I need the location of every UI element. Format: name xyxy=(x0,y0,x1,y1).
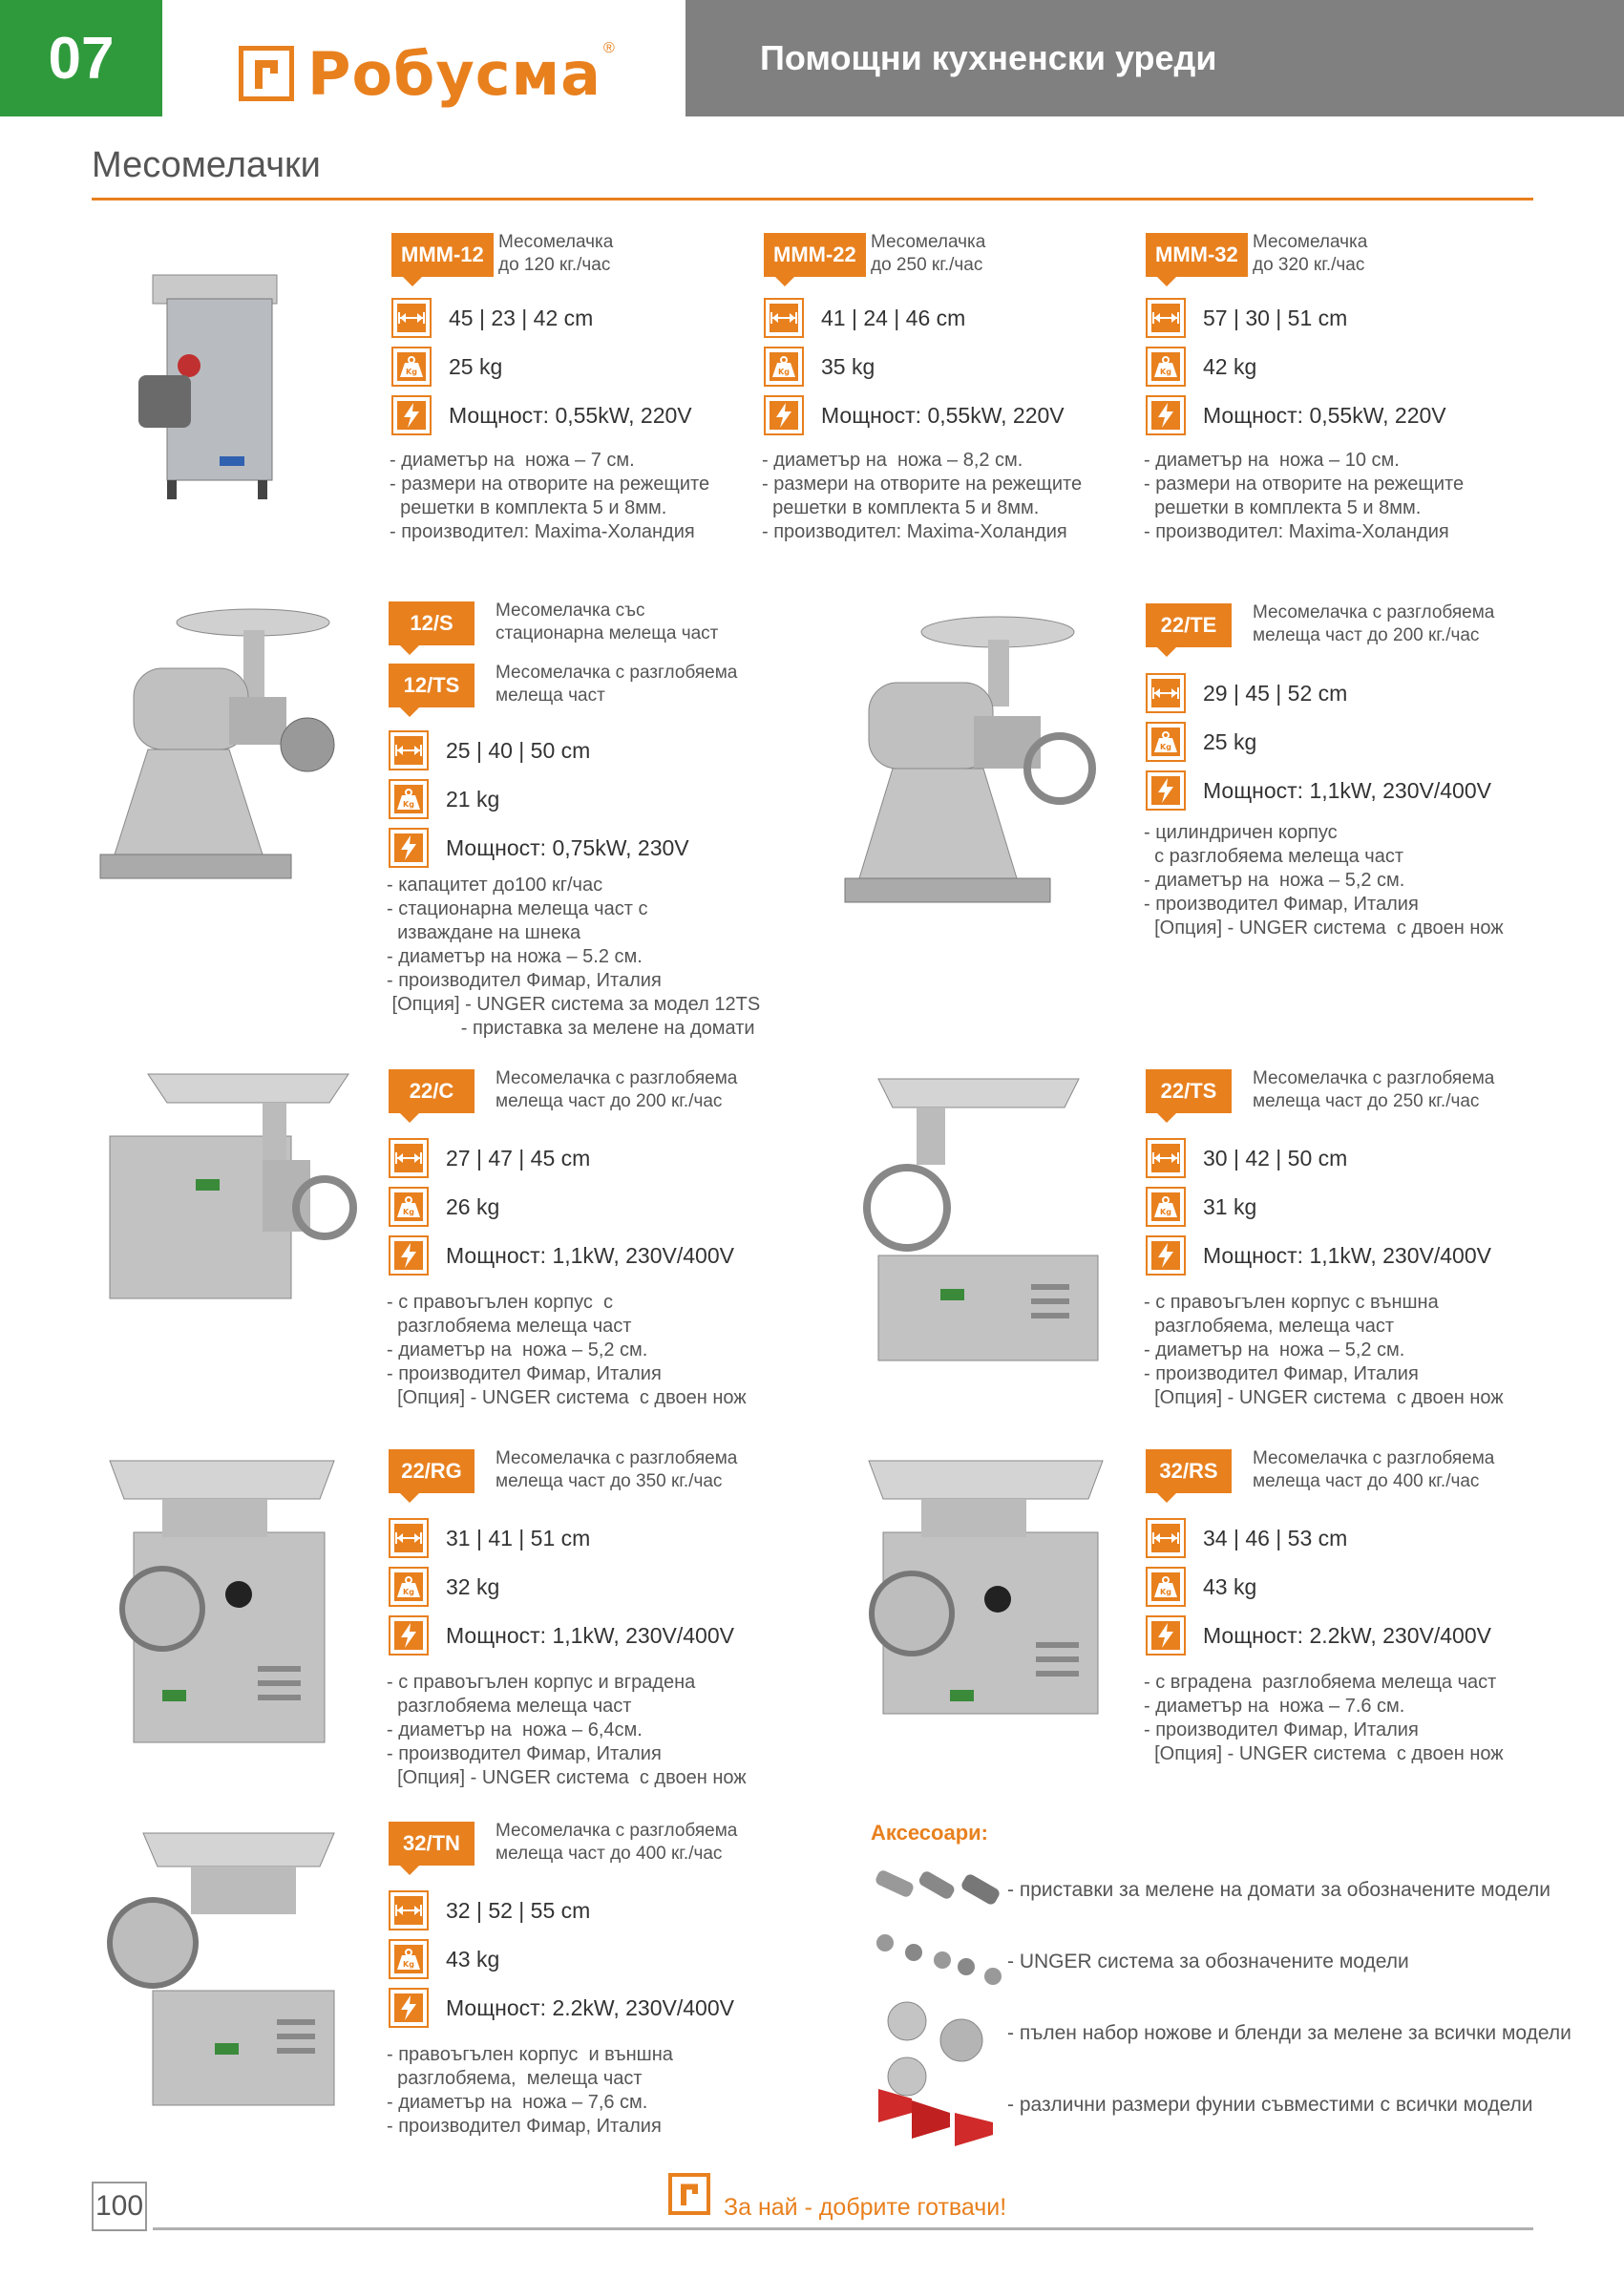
dimensions-icon xyxy=(389,1890,429,1930)
note-line: - диаметър на ножа – 7.6 см. xyxy=(1144,1696,1405,1717)
description-line: Месомелачка xyxy=(871,232,986,252)
dimensions-icon xyxy=(389,730,429,770)
accessory-image-tomato xyxy=(871,1857,1004,1924)
spec-value-dims: 30 | 42 | 50 cm xyxy=(1203,1145,1348,1171)
note-line: решетки в комплекта 5 и 8мм. xyxy=(390,497,667,518)
note-line: - производител Фимар, Италия xyxy=(1144,1363,1419,1384)
note-line: [Опция] - UNGER система с двоен нож xyxy=(1144,1743,1504,1764)
description-line: мелеща част до 250 кг./час xyxy=(1253,1091,1480,1111)
spec-value-weight: 32 kg xyxy=(446,1573,500,1599)
product-description xyxy=(498,231,613,277)
weight-kg-icon xyxy=(764,347,804,387)
note-line: - производител Фимар, Италия xyxy=(387,970,662,991)
spec-value-dims: 29 | 45 | 52 cm xyxy=(1203,680,1348,706)
footer-divider xyxy=(153,2227,1533,2230)
spec-value-power: Мощност: 1,1kW, 230V/400V xyxy=(446,1622,734,1648)
note-line: - правоъгълен корпус и външна xyxy=(387,2044,673,2065)
product-code-badge: 12/S xyxy=(389,601,475,645)
product-code-badge: 22/TE xyxy=(1146,603,1232,647)
note-line: - с вградена разглобяема мелеща част xyxy=(1144,1672,1497,1693)
product-image-22ts xyxy=(859,1074,1107,1380)
spec-row-power xyxy=(1146,395,1446,435)
svg-text:Kg: Kg xyxy=(778,368,790,376)
product-description xyxy=(496,600,718,645)
product-code-badge: MMM-32 xyxy=(1146,233,1248,277)
spec-row-power xyxy=(391,395,692,435)
lightning-icon xyxy=(1146,1615,1186,1656)
spec-value-power: Мощност: 0,55kW, 220V xyxy=(449,402,692,428)
svg-text:Kg: Kg xyxy=(1160,1208,1171,1216)
spec-value-weight: 31 kg xyxy=(1203,1193,1257,1219)
product-code-badge: 22/TS xyxy=(1146,1069,1232,1113)
product-notes xyxy=(387,2043,673,2139)
spec-row-dims xyxy=(1146,1518,1347,1558)
page-title: Месомелачки xyxy=(92,145,321,185)
product-description xyxy=(496,1447,737,1493)
page-number: 100 xyxy=(92,2182,147,2231)
description-line: мелеща част до 400 кг./час xyxy=(496,1844,723,1864)
note-line: - диаметър на ножа – 5,2 см. xyxy=(1144,1339,1405,1360)
section-header xyxy=(685,0,1624,116)
note-line: - производител Фимар, Италия xyxy=(387,2116,662,2137)
spec-row-weight xyxy=(1146,347,1256,387)
product-description xyxy=(871,231,985,277)
note-line: решетки в комплекта 5 и 8мм. xyxy=(1144,497,1422,518)
note-line: - диаметър на ножа – 5,2 см. xyxy=(1144,870,1405,891)
description-line: до 120 кг./час xyxy=(498,255,611,275)
weight-kg-icon xyxy=(1146,347,1186,387)
description-line: Месомелачка с разглобяема xyxy=(1253,602,1495,622)
product-description xyxy=(1253,1447,1494,1493)
note-line: [Опция] - UNGER система за модел 12TS xyxy=(387,994,761,1015)
dimensions-icon xyxy=(1146,298,1186,338)
note-line: - диаметър на ножа – 8,2 см. xyxy=(762,450,1023,471)
spec-value-dims: 57 | 30 | 51 cm xyxy=(1203,305,1348,330)
note-line: - диаметър на ножа – 7 см. xyxy=(390,450,635,471)
product-code-badge: MMM-12 xyxy=(391,233,494,277)
note-line: - размери на отворите на режещите xyxy=(390,474,710,495)
note-line: разглобяема, мелеща част xyxy=(387,2068,643,2089)
svg-text:Kg: Kg xyxy=(1160,743,1171,751)
spec-row-weight xyxy=(1146,722,1256,762)
lightning-icon xyxy=(764,395,804,435)
spec-value-weight: 26 kg xyxy=(446,1193,500,1219)
spec-row-dims xyxy=(389,1890,590,1930)
note-line: - диаметър на ножа – 5.2 см. xyxy=(387,946,643,967)
product-code-badge: 22/RG xyxy=(389,1449,475,1493)
note-line: - производител: Maxima-Холандия xyxy=(390,521,695,542)
product-description xyxy=(1253,601,1494,647)
note-line: - производител: Maxima-Холандия xyxy=(1144,521,1449,542)
spec-value-dims: 31 | 41 | 51 cm xyxy=(446,1525,591,1550)
product-description xyxy=(1253,1067,1494,1113)
spec-value-power: Мощност: 0,55kW, 220V xyxy=(1203,402,1446,428)
spec-value-power: Мощност: 1,1kW, 230V/400V xyxy=(1203,1242,1491,1268)
footer-slogan: За най - добрите готвачи! xyxy=(724,2194,1007,2221)
description-line: стационарна мелеща част xyxy=(496,623,719,643)
spec-row-power xyxy=(389,1988,734,2028)
description-line: Месомелачка xyxy=(1253,232,1368,252)
product-notes xyxy=(387,1291,747,1410)
weight-kg-icon xyxy=(389,1939,429,1979)
spec-value-power: Мощност: 1,1kW, 230V/400V xyxy=(446,1242,734,1268)
description-line: Месомелачка с разглобяема xyxy=(496,1068,738,1088)
spec-value-weight: 43 kg xyxy=(1203,1573,1257,1599)
weight-kg-icon xyxy=(1146,722,1186,762)
spec-value-power: Мощност: 2.2kW, 230V/400V xyxy=(1203,1622,1491,1648)
note-line: - цилиндричен корпус xyxy=(1144,822,1338,843)
product-notes xyxy=(1144,1671,1504,1766)
svg-text:Kg: Kg xyxy=(403,1960,414,1969)
note-line: - с правоъгълен корпус и вградена xyxy=(387,1672,696,1693)
product-code-badge: MMM-22 xyxy=(764,233,866,277)
note-line: [Опция] - UNGER система с двоен нож xyxy=(387,1387,747,1408)
spec-row-dims xyxy=(1146,298,1347,338)
product-description xyxy=(496,1820,737,1866)
lightning-icon xyxy=(391,395,432,435)
note-line: [Опция] - UNGER система с двоен нож xyxy=(1144,1387,1504,1408)
dimensions-icon xyxy=(391,298,432,338)
product-code-badge: 32/RS xyxy=(1146,1449,1232,1493)
description-line: мелеща част до 400 кг./час xyxy=(1253,1471,1480,1491)
product-image-22c xyxy=(100,1069,358,1318)
spec-value-weight: 25 kg xyxy=(449,353,503,379)
note-line: разглобяема мелеща част xyxy=(387,1316,632,1337)
dimensions-icon xyxy=(1146,673,1186,713)
description-line: Месомелачка с разглобяема xyxy=(1253,1448,1495,1468)
note-line: - размери на отворите на режещите xyxy=(1144,474,1465,495)
dimensions-icon xyxy=(389,1518,429,1558)
note-line: - диаметър на ножа – 5,2 см. xyxy=(387,1339,648,1360)
note-line: - производител Фимар, Италия xyxy=(1144,1719,1419,1740)
description-line: до 250 кг./час xyxy=(871,255,983,275)
spec-row-dims xyxy=(389,1518,590,1558)
product-notes xyxy=(1144,821,1504,940)
spec-row-power xyxy=(1146,770,1491,811)
product-image-32tn xyxy=(105,1828,344,2120)
spec-row-weight xyxy=(391,347,502,387)
spec-row-dims xyxy=(391,298,593,338)
spec-value-power: Мощност: 0,55kW, 220V xyxy=(821,402,1065,428)
chapter-number: 07 xyxy=(0,0,162,116)
weight-kg-icon xyxy=(1146,1567,1186,1607)
spec-row-power xyxy=(389,1235,734,1276)
description-line: мелеща част до 200 кг./час xyxy=(496,1091,723,1111)
product-notes xyxy=(762,449,1082,544)
weight-kg-icon xyxy=(389,1567,429,1607)
product-description xyxy=(1253,231,1367,277)
note-line: - стационарна мелеща част с xyxy=(387,898,648,919)
spec-value-weight: 25 kg xyxy=(1203,728,1257,754)
lightning-icon xyxy=(1146,1235,1186,1276)
spec-value-weight: 35 kg xyxy=(821,353,875,379)
note-line: [Опция] - UNGER система с двоен нож xyxy=(1144,918,1504,939)
brand-logo xyxy=(239,40,615,107)
title-divider xyxy=(92,198,1533,200)
lightning-icon xyxy=(389,1235,429,1276)
spec-row-weight xyxy=(389,1939,499,1979)
product-notes xyxy=(1144,449,1464,544)
accessory-item: - UNGER система за обозначените модели xyxy=(1007,1951,1409,1972)
spec-value-dims: 27 | 47 | 45 cm xyxy=(446,1145,591,1171)
weight-kg-icon xyxy=(1146,1187,1186,1227)
weight-kg-icon xyxy=(389,779,429,819)
note-line: [Опция] - UNGER система с двоен нож xyxy=(387,1767,747,1788)
spec-value-dims: 41 | 24 | 46 cm xyxy=(821,305,966,330)
note-line: разглобяема, мелеща част xyxy=(1144,1316,1394,1337)
product-image-22te xyxy=(840,611,1107,917)
svg-text:Kg: Kg xyxy=(1160,1588,1171,1596)
accessory-item: - различни размери фунии съвместими с всички модели xyxy=(1007,2094,1533,2116)
product-image-mmm12 xyxy=(115,256,306,514)
dimensions-icon xyxy=(389,1138,429,1178)
description-line: Месомелачка с разглобяема xyxy=(496,663,738,683)
spec-row-dims xyxy=(389,730,590,770)
lightning-icon xyxy=(389,1615,429,1656)
note-line: - производител Фимар, Италия xyxy=(1144,894,1419,915)
note-line: - размери на отворите на режещите xyxy=(762,474,1083,495)
spec-row-weight xyxy=(1146,1187,1256,1227)
note-line: - диаметър на ножа – 6,4см. xyxy=(387,1719,643,1740)
brand-mark-icon xyxy=(239,46,294,101)
spec-row-power xyxy=(764,395,1065,435)
section-header-label: Помощни кухненски уреди xyxy=(760,38,1217,77)
spec-value-power: Мощност: 0,75kW, 230V xyxy=(446,834,689,860)
note-line: разглобяема мелеща част xyxy=(387,1696,632,1717)
spec-row-weight xyxy=(389,779,499,819)
spec-value-power: Мощност: 2.2kW, 230V/400V xyxy=(446,1994,734,2020)
accessory-item: - пълен набор ножове и бленди за мелене за всички модели xyxy=(1007,2022,1571,2044)
description-line: Месомелачка с разглобяема xyxy=(1253,1068,1495,1088)
product-notes xyxy=(390,449,709,544)
spec-row-power xyxy=(1146,1235,1491,1276)
note-line: - с правоъгълен корпус с външна xyxy=(1144,1292,1439,1313)
lightning-icon xyxy=(389,1988,429,2028)
svg-text:Kg: Kg xyxy=(403,800,414,809)
spec-row-weight xyxy=(764,347,875,387)
spec-value-weight: 21 kg xyxy=(446,786,500,812)
spec-row-power xyxy=(389,1615,734,1656)
product-notes xyxy=(387,874,760,1041)
lightning-icon xyxy=(1146,770,1186,811)
product-notes xyxy=(387,1671,747,1790)
spec-row-dims xyxy=(1146,673,1347,713)
svg-text:Kg: Kg xyxy=(406,368,417,376)
svg-text:Kg: Kg xyxy=(403,1588,414,1596)
lightning-icon xyxy=(389,828,429,868)
spec-row-dims xyxy=(389,1138,590,1178)
spec-value-power: Мощност: 1,1kW, 230V/400V xyxy=(1203,777,1491,803)
spec-value-dims: 34 | 46 | 53 cm xyxy=(1203,1525,1348,1550)
accessory-image-funnels xyxy=(874,2079,998,2156)
note-line: - производител Фимар, Италия xyxy=(387,1743,662,1764)
description-line: Месомелачка с разглобяема xyxy=(496,1821,738,1841)
lightning-icon xyxy=(1146,395,1186,435)
weight-kg-icon xyxy=(391,347,432,387)
accessories-title: Аксесоари: xyxy=(871,1821,988,1845)
note-line: - с правоъгълен корпус с xyxy=(387,1292,614,1313)
note-line: решетки в комплекта 5 и 8мм. xyxy=(762,497,1040,518)
note-line: - приставка за мелене на домати xyxy=(387,1018,755,1039)
footer-logo-icon xyxy=(668,2173,710,2215)
product-code-badge: 22/C xyxy=(389,1069,475,1113)
spec-value-dims: 25 | 40 | 50 cm xyxy=(446,737,591,763)
note-line: - диаметър на ножа – 10 см. xyxy=(1144,450,1400,471)
product-code-badge: 12/TS xyxy=(389,664,475,707)
product-image-22rg xyxy=(105,1456,344,1761)
note-line: - производител: Maxima-Холандия xyxy=(762,521,1067,542)
spec-value-weight: 43 kg xyxy=(446,1946,500,1972)
note-line: с разглобяема мелеща част xyxy=(1144,846,1403,867)
description-line: Месомелачка xyxy=(498,232,614,252)
brand-name: Робусма xyxy=(307,38,602,109)
spec-row-dims xyxy=(1146,1138,1347,1178)
accessory-item: - приставки за мелене на домати за обозначените модели xyxy=(1007,1879,1551,1901)
dimensions-icon xyxy=(1146,1518,1186,1558)
spec-row-weight xyxy=(1146,1567,1256,1607)
spec-row-power xyxy=(389,828,689,868)
product-description xyxy=(496,662,737,707)
note-line: - капацитет до100 кг/час xyxy=(387,875,603,896)
svg-text:Kg: Kg xyxy=(1160,368,1171,376)
spec-row-weight xyxy=(389,1187,499,1227)
brand-registered-mark: ® xyxy=(603,40,615,56)
product-notes xyxy=(1144,1291,1504,1410)
description-line: мелеща част до 200 кг./час xyxy=(1253,625,1480,645)
spec-row-dims xyxy=(764,298,965,338)
note-line: - производител Фимар, Италия xyxy=(387,1363,662,1384)
spec-value-weight: 42 kg xyxy=(1203,353,1257,379)
spec-row-weight xyxy=(389,1567,499,1607)
product-code-badge: 32/TN xyxy=(389,1822,475,1866)
description-line: мелеща част xyxy=(496,686,605,706)
description-line: Месомелачка със xyxy=(496,601,645,621)
spec-row-power xyxy=(1146,1615,1491,1656)
note-line: изваждане на шнека xyxy=(387,922,581,943)
accessory-image-unger xyxy=(871,1933,1004,1991)
product-image-32rs xyxy=(864,1456,1112,1742)
svg-text:Kg: Kg xyxy=(403,1208,414,1216)
dimensions-icon xyxy=(764,298,804,338)
dimensions-icon xyxy=(1146,1138,1186,1178)
spec-value-dims: 32 | 52 | 55 cm xyxy=(446,1897,591,1923)
description-line: мелеща част до 350 кг./час xyxy=(496,1471,723,1491)
note-line: - диаметър на ножа – 7,6 см. xyxy=(387,2092,648,2113)
description-line: Месомелачка с разглобяема xyxy=(496,1448,738,1468)
product-image-12ts xyxy=(95,601,344,897)
description-line: до 320 кг./час xyxy=(1253,255,1365,275)
spec-value-dims: 45 | 23 | 42 cm xyxy=(449,305,594,330)
weight-kg-icon xyxy=(389,1187,429,1227)
product-description xyxy=(496,1067,737,1113)
